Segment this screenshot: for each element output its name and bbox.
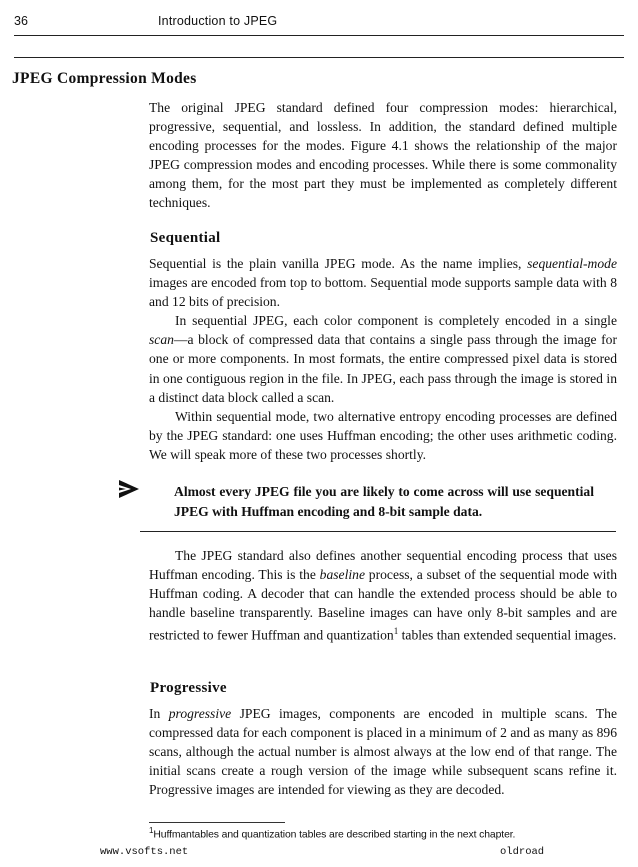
note-rule bbox=[140, 531, 616, 532]
running-head-title: Introduction to JPEG bbox=[158, 14, 278, 28]
sequential-paragraph-2: In sequential JPEG, each color component is completely encoded in a single scan—a block of compressed data that contains a single pass through the image for one or more components. In most formats, the entire compressed pixel data is stored in one contiguous region in the file. In JPEG, each pass through the image is stored in a distinct data block called a scan. bbox=[149, 313, 617, 405]
emphasis-baseline: baseline bbox=[319, 567, 365, 583]
intro-text: The original JPEG standard defined four compression modes: hierarchical, progressive, sequential, and lossless. In addition, the standard defined multiple encoding processes for the modes. Figure 4.1 shows the relationship of the major JPEG compression modes and encoding processes. While there is some commonality among them, for the most part they must be implemented as completely different techniques. bbox=[149, 100, 617, 211]
progressive-body bbox=[149, 704, 617, 799]
footnote-text: Huffmantables and quantization tables are described starting in the next chapter. bbox=[153, 829, 516, 841]
sequential-paragraph-1: Sequential is the plain vanilla JPEG mode. As the name implies, sequential-mode images are encoded from top to bottom. Sequential mode supports sample data with 8 and 12 bits of precision. bbox=[149, 256, 617, 310]
footnote-ref: 1 bbox=[393, 626, 399, 637]
header-rule-bottom bbox=[14, 57, 624, 58]
emphasis-progressive: progressive bbox=[168, 706, 232, 721]
baseline-paragraph: The JPEG standard also defines another sequential encoding process that uses Huffman encoding. This is the baseline process, a subset of the sequential mode with Huffman coding. A decoder that can handle the extended process should be able to handle baseline transparently. Baseline images can have only 8-bit samples and are restricted to fewer Huffman and quantization$^1$ tables than extended sequential images. bbox=[149, 548, 617, 643]
note-arrow-icon bbox=[118, 479, 140, 499]
footer-website: www.vsofts.net bbox=[100, 846, 189, 858]
footnote-rule bbox=[149, 822, 285, 823]
emphasis-sequential-mode: sequential-mode bbox=[527, 256, 617, 271]
sequential-paragraph-3: Within sequential mode, two alternative entropy encoding processes are defined by the JPEG standard: one uses Huffman encoding; the other uses arithmetic coding. We will speak more of these two processes shortly. bbox=[149, 408, 617, 462]
note-text: Almost every JPEG file you are likely to come across will use sequential JPEG with Huffman encoding and 8-bit sample data. bbox=[174, 484, 594, 519]
footnote-marker: 1 bbox=[149, 826, 154, 835]
sequential-body bbox=[149, 254, 617, 464]
baseline-body bbox=[149, 546, 617, 645]
footer-credit: oldroad bbox=[500, 846, 545, 858]
running-head bbox=[14, 8, 624, 30]
header-rule-top bbox=[14, 35, 624, 36]
subsection-heading-sequential: Sequential bbox=[150, 230, 221, 246]
section-heading: JPEG Compression Modes bbox=[12, 70, 197, 87]
page-number: 36 bbox=[14, 14, 28, 28]
footnote bbox=[149, 826, 619, 840]
emphasis-scan: scan bbox=[149, 332, 174, 348]
subsection-heading-progressive: Progressive bbox=[150, 680, 227, 696]
intro-paragraph bbox=[149, 98, 617, 213]
progressive-paragraph: In progressive JPEG images, components are encoded in multiple scans. The compressed data for each component is placed in a minimum of 2 and as many as 896 scans, although the actual number is almost always at the low end of that range. The initial scans create a rough version of the image while subsequent scans refine it. Progressive images are intended for viewing as they are decoded. bbox=[149, 706, 617, 798]
page-footer bbox=[100, 846, 560, 864]
